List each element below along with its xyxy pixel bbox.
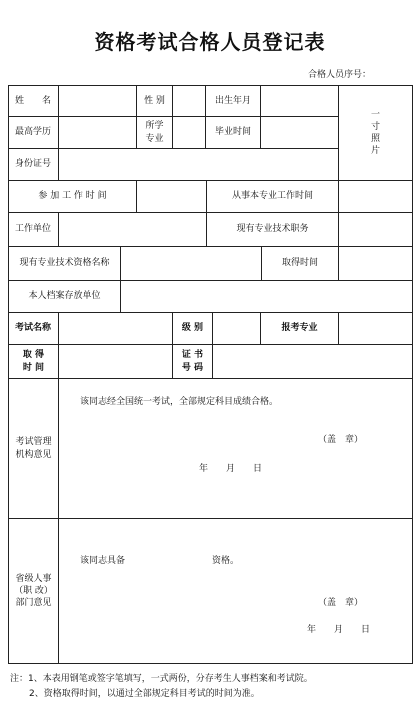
archive-unit-field[interactable] [120,280,413,313]
prof-work-start-label: 从事本专业工作时间 [206,180,339,213]
exam-major-label: 报考专业 [260,312,339,345]
birth-label: 出生年月 [205,85,261,117]
cert-no-label: 证 书 号 码 [172,344,213,379]
obtained-time-label: 取得时间 [261,246,339,281]
current-title-field[interactable] [338,212,413,247]
exam-authority-seal: （盖 章） [318,435,364,445]
cert-no-field[interactable] [212,344,413,379]
note-1: 注：1、本表用钢笔或签字笔填写，一式两份，分存考生人事档案和考试院。 [10,674,313,684]
grad-time-label: 毕业时间 [205,116,261,149]
employer-field[interactable] [58,212,207,247]
form-title: 资格考试合格人员登记表 [94,30,326,54]
level-label: 级 别 [172,312,213,345]
provincial-statement-suffix: 资格。 [212,556,240,566]
education-label: 最高学历 [8,116,59,149]
obtain-time-label: 取 得 时 间 [8,344,59,379]
prof-work-start-field[interactable] [338,180,413,213]
archive-unit-label: 本人档案存放单位 [8,280,121,313]
exam-authority-date: 年 月 日 [199,464,263,474]
level-field[interactable] [212,312,261,345]
birth-field[interactable] [260,85,339,117]
id-number-field[interactable] [58,148,339,181]
provincial-seal: （盖 章） [318,598,364,608]
id-number-label: 身份证号 [8,148,59,181]
exam-authority-label: 考试管理 机构意见 [8,378,59,519]
provincial-label: 省级人事 （职 改） 部门意见 [8,518,59,664]
gender-label: 性 别 [136,85,173,117]
obtain-time-field[interactable] [58,344,173,379]
name-label: 姓 名 [8,85,59,117]
photo-box: 一 寸 照 片 [338,85,413,181]
name-field[interactable] [58,85,137,117]
current-qual-field[interactable] [120,246,262,281]
gender-field[interactable] [172,85,206,117]
exam-name-label: 考试名称 [8,312,59,345]
serial-number-label: 合格人员序号： [308,70,372,80]
work-start-field[interactable] [136,180,207,213]
current-title-label: 现有专业技术职务 [206,212,339,247]
provincial-opinion-box [58,518,413,664]
exam-authority-statement: 该同志经全国统一考试，全部规定科目成绩合格。 [80,397,279,407]
provincial-date: 年 月 日 [307,625,371,635]
major-label: 所学 专业 [136,116,173,149]
exam-name-field[interactable] [58,312,173,345]
work-start-label: 参 加 工 作 时 间 [8,180,137,213]
provincial-statement-prefix: 该同志具备 [80,556,126,566]
obtained-time-field[interactable] [338,246,413,281]
major-field[interactable] [172,116,206,149]
current-qual-label: 现有专业技术资格名称 [8,246,121,281]
grad-time-field[interactable] [260,116,339,149]
note-2: 2、资格取得时间，以通过全部规定科目考试的时间为准。 [29,689,260,699]
exam-major-field[interactable] [338,312,413,345]
education-field[interactable] [58,116,137,149]
employer-label: 工作单位 [8,212,59,247]
